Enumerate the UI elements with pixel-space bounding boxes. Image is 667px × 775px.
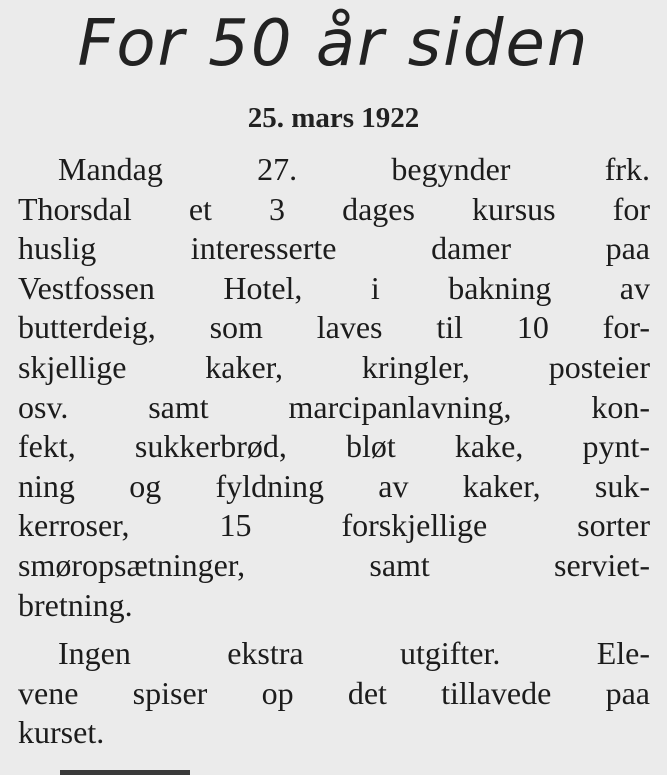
text-line: butterdeig, som laves til 10 for- [18,309,650,346]
text-line: kurset. [18,714,105,751]
text-line: Thorsdal et 3 dages kursus for [18,190,650,227]
text-line: vene spiser op det tillavede paa [18,674,650,711]
text-line: huslig interesserte damer paa [18,230,650,267]
paragraph-1 [18,150,650,625]
paragraph-2 [18,634,650,753]
text-line: smøropsætninger, samt serviet- [18,546,650,583]
dateline: 25. mars 1922 [247,102,420,134]
text-line: Ingen ekstra utgifter. Ele- [58,635,650,671]
text-line: fekt, sukkerbrød, bløt kake, pynt- [18,428,650,465]
headline: For 50 år siden [77,7,590,81]
text-line: kerroser, 15 forskjellige sorter [18,507,650,544]
text-line: osv. samt marcipanlavning, kon- [18,388,650,425]
text-line: Vestfossen Hotel, i bakning av [18,269,650,306]
column-divider-rule [60,770,190,775]
text-line: Mandag 27. begynder frk. [58,151,650,187]
text-line: ning og fyldning av kaker, suk- [18,467,650,504]
text-line: bretning. [18,586,133,623]
text-line: skjellige kaker, kringler, posteier [18,348,650,385]
